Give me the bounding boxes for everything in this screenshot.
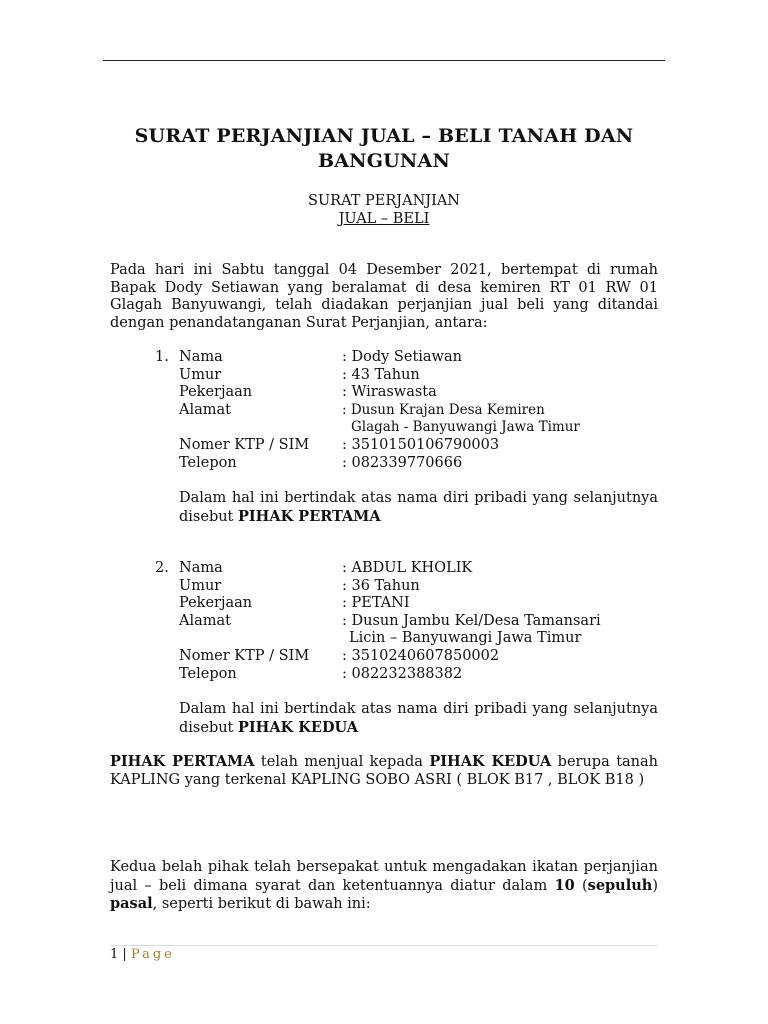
text-span: , seperti berikut di bawah ini: [152, 896, 371, 913]
field-label: Nomer KTP / SIM [179, 437, 310, 453]
field-label: Nama [179, 560, 223, 576]
note-text: Dalam hal ini bertindak atas nama diri pribadi yang selanjutnya disebut [179, 490, 658, 525]
field-label: Alamat [179, 401, 231, 418]
document-title: SURAT PERJANJIAN JUAL – BELI TANAH DAN BANGUNAN [134, 125, 634, 172]
text-span: telah menjual kepada [254, 754, 430, 770]
field-label: Alamat [179, 612, 231, 629]
party-note [179, 490, 658, 526]
text-span: Kedua belah pihak telah bersepakat untuk mengadakan ikatan perjanjian jual – beli dimana syarat dan ketentuannya diatur dalam [110, 859, 658, 894]
field-value: : 36 Tahun [342, 577, 420, 594]
article-count-word: sepuluh [587, 876, 653, 894]
page-label: Page [130, 947, 175, 962]
note-text: Dalam hal ini bertindak atas nama diri pribadi yang selanjutnya disebut [179, 701, 658, 736]
page-number: 1 [110, 947, 119, 962]
text-span: ( [574, 877, 588, 894]
field-value: : 082232388382 [342, 665, 463, 682]
field-label: Telepon [179, 454, 237, 471]
field-label: Pekerjaan [179, 595, 253, 612]
subtitle-line-2: JUAL – BELI [338, 211, 430, 227]
sale-paragraph [110, 753, 658, 789]
field-value: : ABDUL KHOLIK [342, 560, 473, 576]
text-span: berupa tanah KAPLING yang terkenal KAPLING SOBO ASRI ( BLOK B17 , BLOK B18 ) [110, 754, 658, 788]
subtitle [110, 192, 658, 228]
field-value: : Wiraswasta [342, 384, 437, 401]
field-label: Umur [179, 366, 222, 383]
field-value: : 3510150106790003 [342, 437, 500, 453]
field-label: Umur [179, 577, 222, 594]
field-value: Glagah - Banyuwangi Jawa Timur [351, 419, 580, 436]
footer-rule [110, 945, 658, 946]
party-number: 1. [155, 349, 169, 365]
intro-paragraph: Pada hari ini Sabtu tanggal 04 Desember 2021, bertempat di rumah Bapak Dody Setiawan yang beralamat di desa kemiren RT 01 RW 01 Glagah Banyuwangi, telah diadakan perjanjian jual beli yang ditandai dengan penandatanganan Surat Perjanjian, antara: [110, 262, 658, 331]
page-footer [110, 947, 175, 963]
field-value: : Dusun Jambu Kel/Desa Tamansari [342, 612, 601, 629]
field-value: : 082339770666 [342, 454, 463, 471]
party-number: 2. [155, 560, 169, 576]
party-role: PIHAK PERTAMA [110, 753, 255, 770]
field-value: : 3510240607850002 [342, 648, 500, 664]
party-role: PIHAK KEDUA [238, 718, 358, 736]
subtitle-line-1: SURAT PERJANJIAN [308, 193, 460, 209]
article-count: 10 [554, 876, 575, 894]
closing-paragraph [110, 859, 658, 914]
field-value: : Dusun Krajan Desa Kemiren [342, 401, 545, 418]
footer-separator: | [118, 947, 131, 962]
field-value: Licin – Banyuwangi Jawa Timur [349, 630, 582, 647]
party-role: PIHAK KEDUA [429, 753, 552, 770]
text-span: ) [652, 877, 658, 894]
header-rule [103, 60, 665, 61]
field-label: Pekerjaan [179, 384, 253, 401]
field-value: : 43 Tahun [342, 366, 420, 383]
field-label: Nama [179, 349, 223, 365]
party-note [179, 701, 658, 737]
field-label: Telepon [179, 665, 237, 682]
field-value: : PETANI [342, 595, 410, 612]
field-label: Nomer KTP / SIM [179, 648, 310, 664]
field-value: : Dody Setiawan [342, 349, 462, 365]
article-label: pasal [110, 895, 153, 913]
party-role: PIHAK PERTAMA [238, 507, 381, 525]
